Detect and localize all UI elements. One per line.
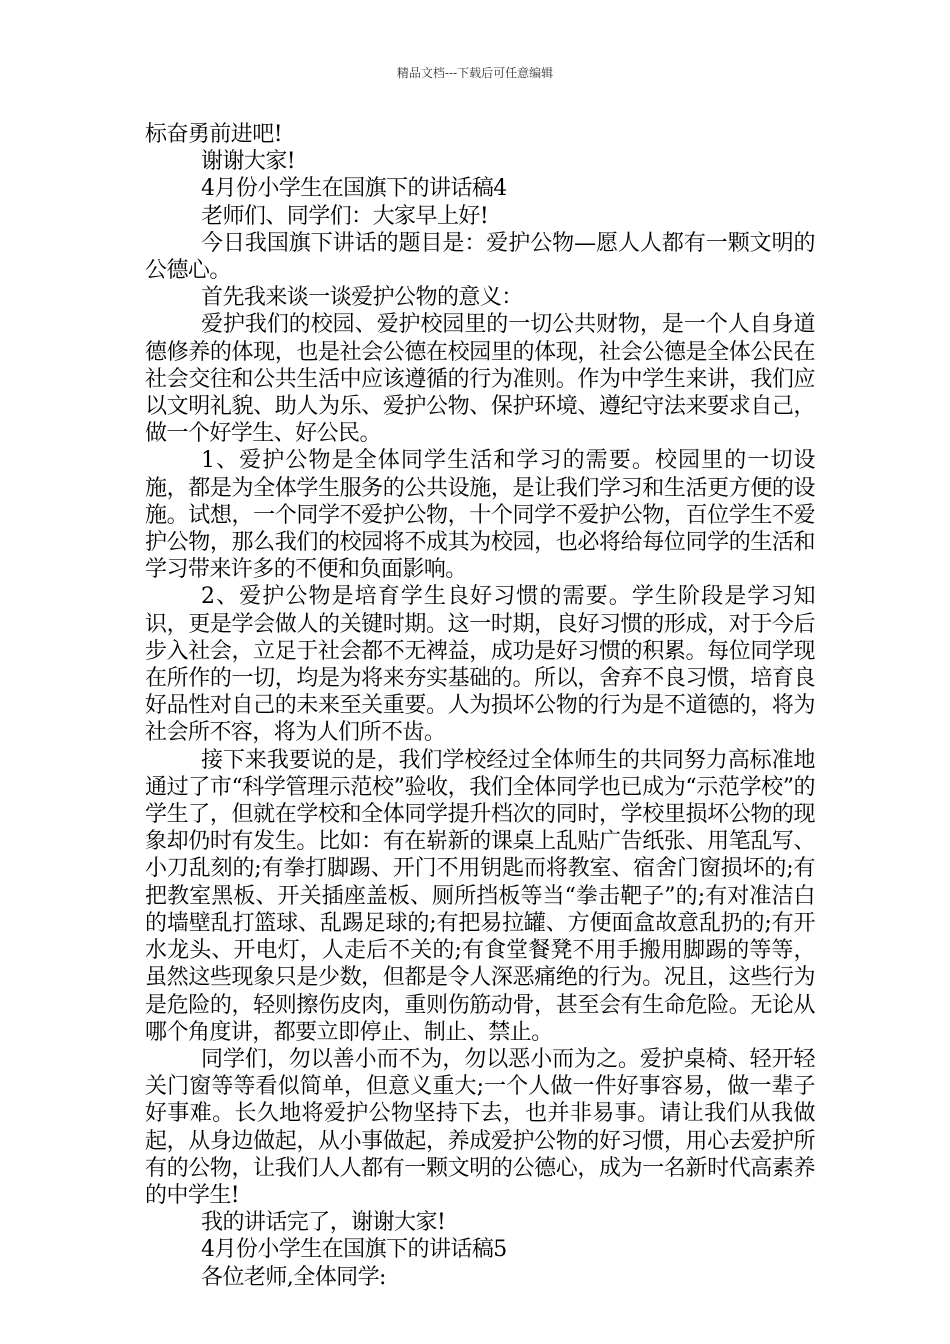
paragraph: 我的讲话完了，谢谢大家! <box>201 1210 446 1236</box>
document-body <box>145 121 815 1291</box>
page-header: 精品文档---下载后可任意编辑 <box>396 66 554 80</box>
section-title: 4月份小学生在国旗下的讲话稿4 <box>201 176 507 202</box>
paragraph: 谢谢大家! <box>201 149 296 175</box>
paragraph: 1、爱护公物是全体同学生活和学习的需要。校园里的一切设施，都是为全体学生服务的公共设施，是让我们学习和生活更方便的设施。试想，一个同学不爱护公物，十个同学不爱护公物，百位学生不爱护公物，那么我们的校园将不成其为校园，也必将给每位同学的生活和学习带来许多的不便和负面影响。 <box>145 448 815 583</box>
greeting: 老师们、同学们：大家早上好! <box>201 203 489 229</box>
paragraph: 今日我国旗下讲话的题目是：爱护公物—愿人人都有一颗文明的公德心。 <box>145 230 815 284</box>
paragraph: 爱护我们的校园、爱护校园里的一切公共财物，是一个人自身道德修养的体现，也是社会公德在校园里的体现，社会公德是全体公民在社会交往和公共生活中应该遵循的行为准则。作为中学生来讲，我们应以文明礼貌、助人为乐、爱护公物、保护环境、遵纪守法来要求自己，做一个好学生、好公民。 <box>145 312 815 447</box>
paragraph: 首先我来谈一谈爱护公物的意义： <box>201 285 523 311</box>
greeting: 各位老师,全体同学: <box>201 1264 386 1290</box>
paragraph: 标奋勇前进吧! <box>145 122 282 147</box>
paragraph: 接下来我要说的是，我们学校经过全体师生的共同努力高标准地通过了市“科学管理示范校”验收，我们全体同学也已成为“示范学校”的学生了，但就在学校和全体同学提升档次的同时，学校里损坏公物的现象却仍时有发生。比如：有在崭新的课桌上乱贴广告纸张、用笔乱写、小刀乱刻的;有拳打脚踢、开门不用钥匙而将教室、宿舍门窗损坏的;有把教室黑板、开关插座盖板、厕所挡板等当“拳击靶子”的;有对准洁白的墙壁乱打篮球、乱踢足球的;有把易拉罐、方便面盒故意乱扔的;有开水龙头、开电灯，人走后不关的;有食堂餐凳不用手搬用脚踢的等等，虽然这些现象只是少数，但都是令人深恶痛绝的行为。况且，这些行为是危险的，轻则擦伤皮肉，重则伤筋动骨，甚至会有生命危险。无论从哪个角度讲，都要立即停止、制止、禁止。 <box>145 747 815 1045</box>
paragraph: 同学们，勿以善小而不为，勿以恶小而为之。爱护桌椅、轻开轻关门窗等等看似简单，但意义重大;一个人做一件好事容易，做一辈子好事难。长久地将爱护公物坚持下去，也并非易事。请让我们从我做起，从身边做起，从小事做起，养成爱护公物的好习惯，用心去爱护所有的公物，让我们人人都有一颗文明的公德心，成为一名新时代高素养的中学生! <box>145 1046 815 1208</box>
paragraph: 2、爱护公物是培育学生良好习惯的需要。学生阶段是学习知识，更是学会做人的关键时期。这一时期，良好习惯的形成，对于今后步入社会，立足于社会都不无裨益，成功是好习惯的积累。每位同学现在所作的一切，均是为将来夯实基础的。所以，舍弃不良习惯，培育良好品性对自己的未来至关重要。人为损坏公物的行为是不道德的，将为社会所不容，将为人们所不齿。 <box>145 584 815 746</box>
section-title: 4月份小学生在国旗下的讲话稿5 <box>201 1237 507 1263</box>
